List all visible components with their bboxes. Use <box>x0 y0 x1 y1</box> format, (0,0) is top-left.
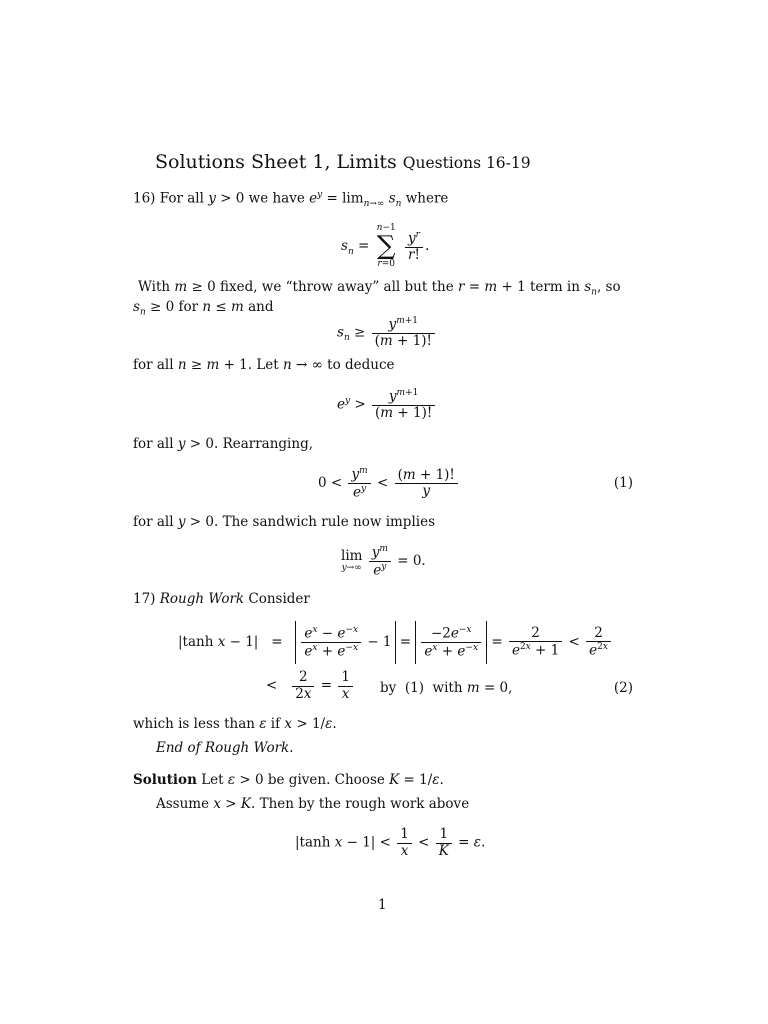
solution-label: Solution <box>133 772 197 788</box>
ineq-ey: $e^y$ > $\frac{y^{m+1}}{(m + 1)!}$ <box>337 388 437 422</box>
assume-line: Assume x > K. Then by the rough work above <box>156 796 470 812</box>
q16-let-line: for all n ≥ m + 1. Let n → ∞ to deduce <box>133 357 395 373</box>
title-main: Solutions Sheet 1, Limits <box>155 151 397 173</box>
solution-line: Solution Let ε > 0 be given. Choose K = 1/ε. <box>133 772 444 788</box>
q16-throw-line2: $s_n \ge 0$ for n ≤ m and <box>133 299 274 318</box>
ineq-sn: $s_n$ ≥ $\frac{y^{m+1}}{(m + 1)!}$ <box>337 316 437 350</box>
page-title <box>155 153 531 172</box>
q17-rough-heading: 17) Rough Work Consider <box>133 591 310 607</box>
sn-definition: $s_n$ = n−1 ∑ r=0 $\frac{y^r}{r!}$ . <box>341 223 430 270</box>
q16-throw-line1: With m ≥ 0 fixed, we “throw away” all but the r = m + 1 term in $s_n$, so <box>138 279 621 298</box>
q16-rearranging: for all y > 0. Rearranging, <box>133 436 314 452</box>
by-eq1-text: by (1) with m = 0, <box>380 680 513 696</box>
page-number: 1 <box>378 897 387 913</box>
limit-result: lim y→∞ $\frac{y^m}{e^y}$ = 0. <box>341 544 426 579</box>
q16-sandwich-text: for all y > 0. The sandwich rule now implies <box>133 514 436 530</box>
final-inequality: |tanh x − 1| < $\frac{1}{x}$ < $\frac{1}{K}$ = ε. <box>295 826 486 859</box>
less-than-epsilon: which is less than ε if x > 1/ε. <box>133 716 337 732</box>
q16-intro: 16) For all y > 0 we have $e^y = \lim_{n\to\infty} s_n$ where <box>133 190 449 210</box>
ineq-sandwich: 0 < $\frac{y^m}{e^y}$ < $\frac{(m + 1)!}{y}$ <box>318 466 460 501</box>
title-subtitle: Questions 16-19 <box>402 154 531 172</box>
tanh-equation-line1: |tanh x − 1| = $\frac{e^x - e^{-x}}{e^x + e^{-x}}$ − 1 = $\frac{-2e^{-x}}{e^x + e^{-x}}$ = $\frac{2}{e^{2x} + 1}$ < $\frac{2}{e^{2x}}$ <box>178 621 613 664</box>
end-rough-work: End of Rough Work. <box>156 740 294 756</box>
equation-number-2: (2) <box>613 680 633 696</box>
equation-number-1: (1) <box>613 475 633 491</box>
tanh-equation-line2: < $\frac{2}{2x}$ = $\frac{1}{x}$ <box>266 670 355 702</box>
